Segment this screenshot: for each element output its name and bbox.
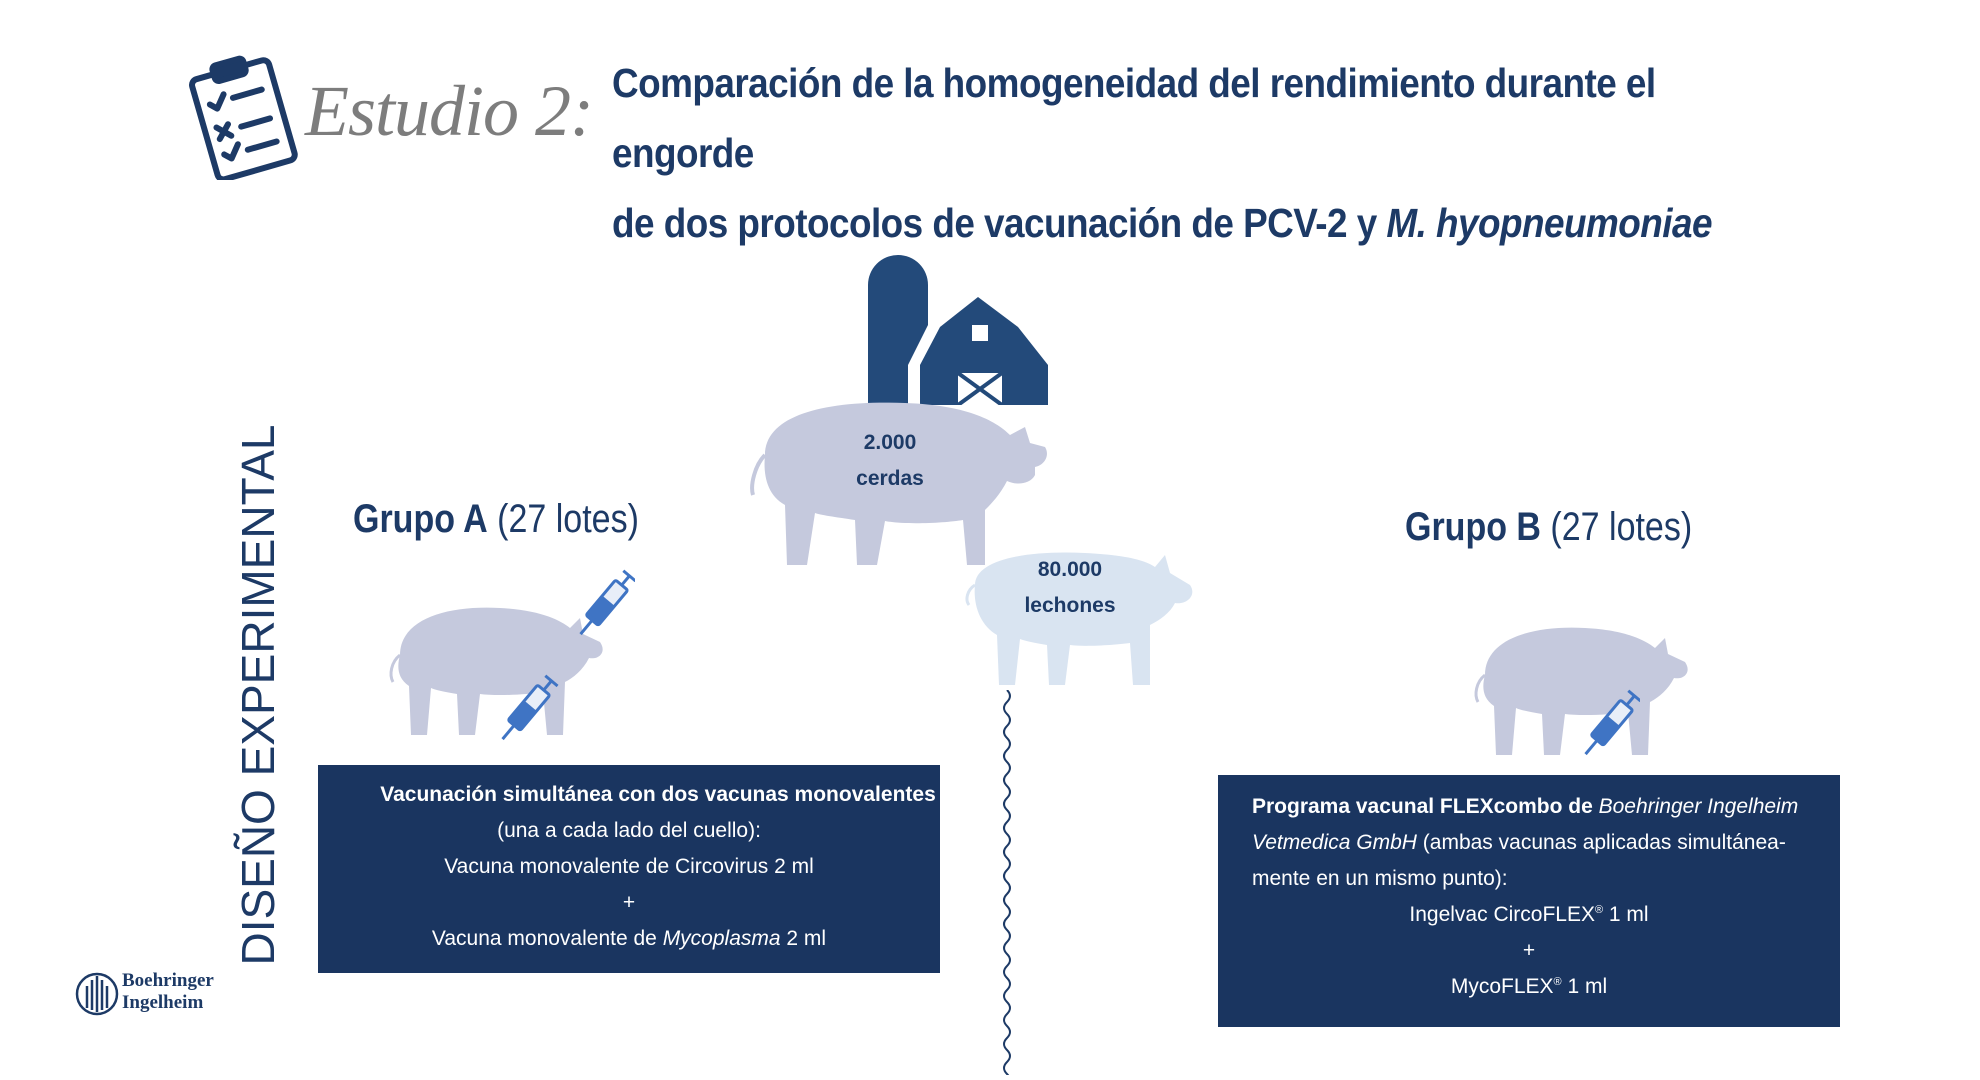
page-title <box>612 48 1782 258</box>
group-a-box-line-5-prefix: Vacuna monovalente de <box>431 927 663 950</box>
piglet-label: lechones <box>1024 594 1116 617</box>
title-species: M. hyopneumoniae <box>1386 200 1712 246</box>
sow-count <box>840 425 940 497</box>
group-a-box-line-5-italic: Mycoplasma <box>662 927 781 950</box>
title-line-2-text: de dos protocolos de vacunación de PCV-2 y <box>612 200 1387 246</box>
group-b-heading <box>1405 505 1692 550</box>
experimental-design-label: DISEÑO EXPERIMENTAL <box>232 424 284 966</box>
group-b-protocol-box <box>1218 775 1840 1027</box>
piglet-number: 80.000 <box>1037 558 1103 581</box>
group-a-lots: (27 lotes) <box>487 497 639 541</box>
product-1-name: Ingelvac CircoFLEX <box>1409 903 1595 926</box>
clipboard-checklist-icon <box>180 50 304 180</box>
group-a-name: Grupo A <box>353 497 488 541</box>
group-b-name: Grupo B <box>1405 505 1541 549</box>
product-2-name: MycoFLEX <box>1450 975 1554 998</box>
group-b-box-description <box>1218 775 1840 897</box>
group-b-box-plus: + <box>1522 939 1536 962</box>
group-a-protocol-box <box>318 765 940 973</box>
group-a-box-line-5-suffix: 2 ml <box>780 927 827 950</box>
wavy-divider <box>992 690 1022 1075</box>
syringe-icon <box>495 670 560 750</box>
logo-wordmark <box>122 970 214 1014</box>
group-a-box-line-5 <box>318 921 940 957</box>
product-1-reg: ® <box>1594 904 1604 916</box>
title-line-1: Comparación de la homogeneidad del rendimiento durante el engorde <box>612 60 1656 176</box>
group-b-product-2 <box>1218 969 1840 1005</box>
group-b-box-rest: (ambas vacunas aplicadas simultánea-mente en un mismo punto): <box>1252 831 1786 890</box>
logo-line-1: Boehringer <box>122 970 214 991</box>
logo-line-2: Ingelheim <box>122 992 204 1013</box>
product-1-dose: 1 ml <box>1603 903 1649 926</box>
product-2-dose: 1 ml <box>1561 975 1608 998</box>
syringe-icon <box>1580 685 1640 765</box>
group-a-box-line-3: Vacuna monovalente de Circovirus 2 ml <box>444 855 814 878</box>
group-b-lots: (27 lotes) <box>1540 505 1693 549</box>
title-line-2 <box>612 188 1782 258</box>
sow-number: 2.000 <box>863 431 917 454</box>
product-2-reg: ® <box>1553 976 1562 988</box>
farm-barn-icon <box>868 255 1048 405</box>
syringe-icon <box>575 565 635 645</box>
group-b-product-1 <box>1218 897 1840 933</box>
group-a-box-plus: + <box>622 891 636 914</box>
piglet-count <box>1005 552 1135 624</box>
group-b-box-bold: Programa vacunal FLEXcombo de <box>1252 795 1599 818</box>
group-a-box-line-2: (una a cada lado del cuello): <box>497 819 761 842</box>
group-b-box-company: Boehringer Ingelheim Vetmedica GmbH <box>1252 795 1799 854</box>
sow-label: cerdas <box>856 467 924 490</box>
group-a-box-line-1: Vacunación simultánea con dos vacunas monovalentes <box>380 783 936 806</box>
study-label: Estudio 2: <box>305 71 593 151</box>
group-a-heading <box>353 497 639 542</box>
